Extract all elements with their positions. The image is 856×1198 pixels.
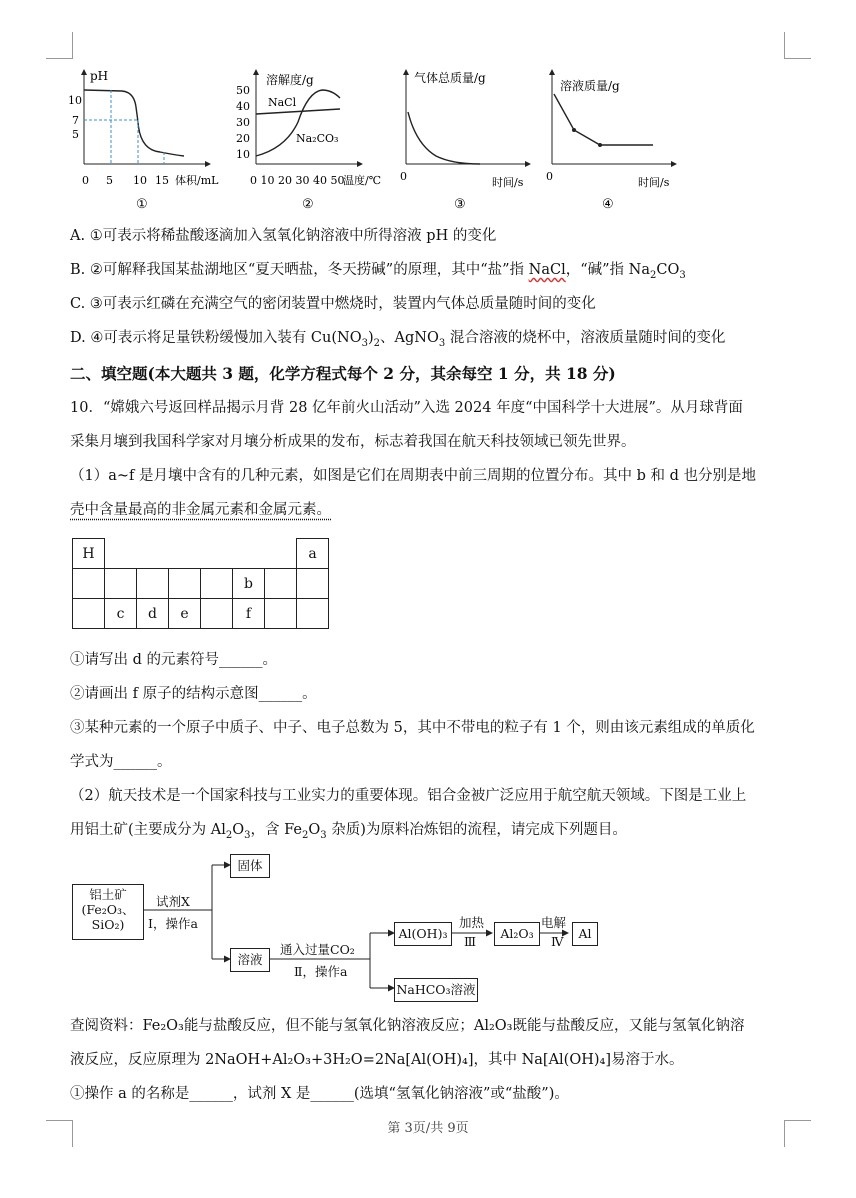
graph2-xticks: 0 10 20 30 40 50 <box>250 174 345 187</box>
cell-empty <box>137 569 169 599</box>
cell-empty <box>297 599 329 629</box>
flow-step3: Ⅲ <box>464 934 477 949</box>
cell-empty <box>73 599 105 629</box>
q10-sub1: ①请写出 d 的元素符号______。 <box>70 652 277 668</box>
graph1-ytick-7: 7 <box>72 114 79 127</box>
graph4-ylabel: 溶液质量/g <box>560 79 620 93</box>
q10-part1-line2: 壳中含量最高的非金属元素和金属元素。 <box>70 502 331 518</box>
flow-electrolysis-label: 电解 <box>541 915 567 930</box>
graph1-xtick-15: 15 <box>155 174 169 187</box>
option-b-mid: ，“碱”指 Na <box>565 262 650 278</box>
graph2-series-na2co3: Na₂CO₃ <box>296 132 339 145</box>
section-heading: 二、填空题(本大题共 3 题，化学方程式每个 2 分，其余每空 1 分，共 18 分) <box>70 364 616 383</box>
option-a: A. ①可表示将稀盐酸逐滴加入氢氧化钠溶液中所得溶液 pH 的变化 <box>70 228 497 244</box>
graph1-ytick-10: 10 <box>68 94 82 107</box>
option-c: C. ③可表示红磷在充满空气的密闭装置中燃烧时，装置内气体总质量随时间的变化 <box>70 296 596 312</box>
cell-empty <box>201 569 233 599</box>
graph-solution-mass <box>546 70 676 212</box>
p2b-text: 杂质)为原料冶炼铝的流程，请完成下列题目。 <box>326 822 627 838</box>
flow-nahco3-box: NaHCO₃溶液 <box>394 978 478 1002</box>
graph2-ytick-40: 40 <box>236 100 250 113</box>
flow-ore-box <box>72 884 144 940</box>
option-d-sub: 3 <box>361 337 368 349</box>
graph2-xunit: 温度/℃ <box>343 174 382 187</box>
option-d-end: 、AgNO <box>380 330 439 346</box>
graph3-caption: ③ <box>454 197 466 212</box>
flow-aloh3-box: Al(OH)₃ <box>394 922 452 946</box>
q10-part2-line1: （2）航天技术是一个国家科技与工业实力的重要体现。铝合金被广泛应用于航空航天领域。下图是工业上 <box>70 788 747 804</box>
q10-sub3-line2: 学式为______。 <box>70 754 172 770</box>
flow-ore-label: 铝土矿 <box>89 887 127 902</box>
flow-solution-box: 溶液 <box>230 948 270 972</box>
option-d-mid: ) <box>367 330 374 346</box>
p2b-sub: 2 <box>301 829 309 841</box>
graph2-ylabel: 溶解度/g <box>266 73 314 87</box>
graph2-caption: ② <box>302 197 314 212</box>
graph1-xtick-0: 0 <box>82 174 89 187</box>
graph4-origin: 0 <box>546 170 553 183</box>
cell-a: a <box>297 539 329 569</box>
flow-ore-impurity: (Fe₂O₃、 <box>81 902 135 917</box>
p2b-text: O <box>308 822 321 838</box>
graph3-ylabel: 气体总质量/g <box>414 71 486 85</box>
cell-empty <box>265 569 297 599</box>
p2b-sub: 3 <box>244 829 251 841</box>
option-b <box>70 260 686 286</box>
cell-empty <box>297 569 329 599</box>
crop-mark-top-left <box>46 32 73 59</box>
flow-al2o3-box: Al₂O₃ <box>494 922 540 946</box>
crop-mark-top-right <box>784 32 811 59</box>
q10-part2-sub1: ①操作 a 的名称是______，试剂 X 是______(选填“氢氧化钠溶液”或“盐酸”)。 <box>70 1086 569 1102</box>
option-b-pre: B. ②可解释我国某盐湖地区“夏天晒盐，冬天捞碱”的原理，其中“盐”指 <box>70 262 529 278</box>
graph1-xtick-10: 10 <box>133 174 147 187</box>
option-b-sub2: 3 <box>679 269 686 281</box>
cell-empty <box>201 599 233 629</box>
option-b-nacl: NaCl <box>528 262 566 278</box>
p2b-sub: 2 <box>225 829 233 841</box>
cell-h: H <box>73 539 105 569</box>
flow-heat-label: 加热 <box>459 915 485 930</box>
flow-reagent-x: 试剂X <box>156 894 190 909</box>
cell-b: b <box>233 569 265 599</box>
cell-empty <box>265 599 297 629</box>
cell-f: f <box>233 599 265 629</box>
cell-e: e <box>169 599 201 629</box>
q10-part2-line2 <box>70 820 627 846</box>
cell-empty <box>73 569 105 599</box>
reference-line2: 液反应，反应原理为 2NaOH+Al₂O₃+3H₂O=2Na[Al(OH)₄]，其中 Na[Al(OH)₄]易溶于水。 <box>70 1052 684 1068</box>
graph-solubility <box>236 70 381 212</box>
graph2-ytick-20: 20 <box>236 132 250 145</box>
graph-gas-mass <box>400 70 530 212</box>
graph2-ytick-50: 50 <box>236 84 250 97</box>
graph3-origin: 0 <box>400 170 407 183</box>
q10-line1: 10．“嫦娥六号返回样品揭示月背 28 亿年前火山活动”入选 2024 年度“中国科学十大进展”。从月球背面 <box>70 400 743 416</box>
q10-line2: 采集月壤到我国科学家对月壤分析成果的发布，标志着我国在航天科技领域已领先世界。 <box>70 434 636 450</box>
graph-ph <box>68 69 219 212</box>
option-d-sub3: 3 <box>438 337 446 349</box>
p2b-text: ，含 Fe <box>250 822 302 838</box>
option-d-tail: 混合溶液的烧杯中，溶液质量随时间的变化 <box>445 330 726 346</box>
p2b-text: 用铝土矿(主要成分为 Al <box>70 822 226 838</box>
cell-empty <box>105 569 137 599</box>
graph1-ylabel: pH <box>90 69 109 83</box>
graph1-xtick-5: 5 <box>106 174 113 187</box>
cell-d: d <box>137 599 169 629</box>
p2b-text: O <box>232 822 245 838</box>
q10-sub3-line1: ③某种元素的一个原子中质子、中子、电子总数为 5，其中不带电的粒子有 1 个，则由该元素组成的单质化 <box>70 720 755 736</box>
graph4-caption: ④ <box>602 197 614 212</box>
graph3-xlabel: 时间/s <box>492 176 524 189</box>
reference-line1: 查阅资料：Fe₂O₃能与盐酸反应，但不能与氢氧化钠溶液反应；Al₂O₃既能与盐酸反应，又能与氢氧化钠溶 <box>70 1018 745 1034</box>
option-d-pre: D. ④可表示将足量铁粉缓慢加入装有 Cu(NO <box>70 330 362 346</box>
option-d <box>70 328 725 354</box>
cell-c: c <box>105 599 137 629</box>
flow-co2-label: 通入过量CO₂ <box>280 942 355 957</box>
graph4-xlabel: 时间/s <box>638 176 670 189</box>
flow-step4: Ⅳ <box>551 934 564 949</box>
q10-sub2: ②请画出 f 原子的结构示意图______。 <box>70 686 317 702</box>
graph2-ytick-30: 30 <box>236 116 250 129</box>
p2b-sub: 3 <box>320 829 327 841</box>
graph1-xlabel: 体积/mL <box>175 174 219 187</box>
periodic-table <box>72 538 329 629</box>
option-d-sub2: 2 <box>373 337 381 349</box>
flow-step2: Ⅱ，操作a <box>294 964 348 979</box>
q10-part1-line1: （1）a~f 是月壤中含有的几种元素，如图是它们在周期表中前三周期的位置分布。其中 b 和 d 也分别是地 <box>70 468 756 484</box>
graph2-series-nacl: NaCl <box>268 96 297 109</box>
graphs-figure <box>60 62 700 217</box>
flow-step1: Ⅰ，操作a <box>148 916 198 931</box>
graph2-ytick-10: 10 <box>236 148 250 161</box>
flow-al-box: Al <box>572 922 598 946</box>
option-b-sub: 2 <box>650 269 657 281</box>
flow-ore-impurity2: SiO₂) <box>91 917 125 932</box>
cell-empty <box>169 569 201 599</box>
graph1-caption: ① <box>136 197 148 212</box>
graph1-ytick-5: 5 <box>72 128 79 141</box>
flow-solid-box: 固体 <box>230 854 270 878</box>
option-b-end: CO <box>656 262 680 278</box>
page-footer: 第 3页/共 9页 <box>387 1121 469 1136</box>
